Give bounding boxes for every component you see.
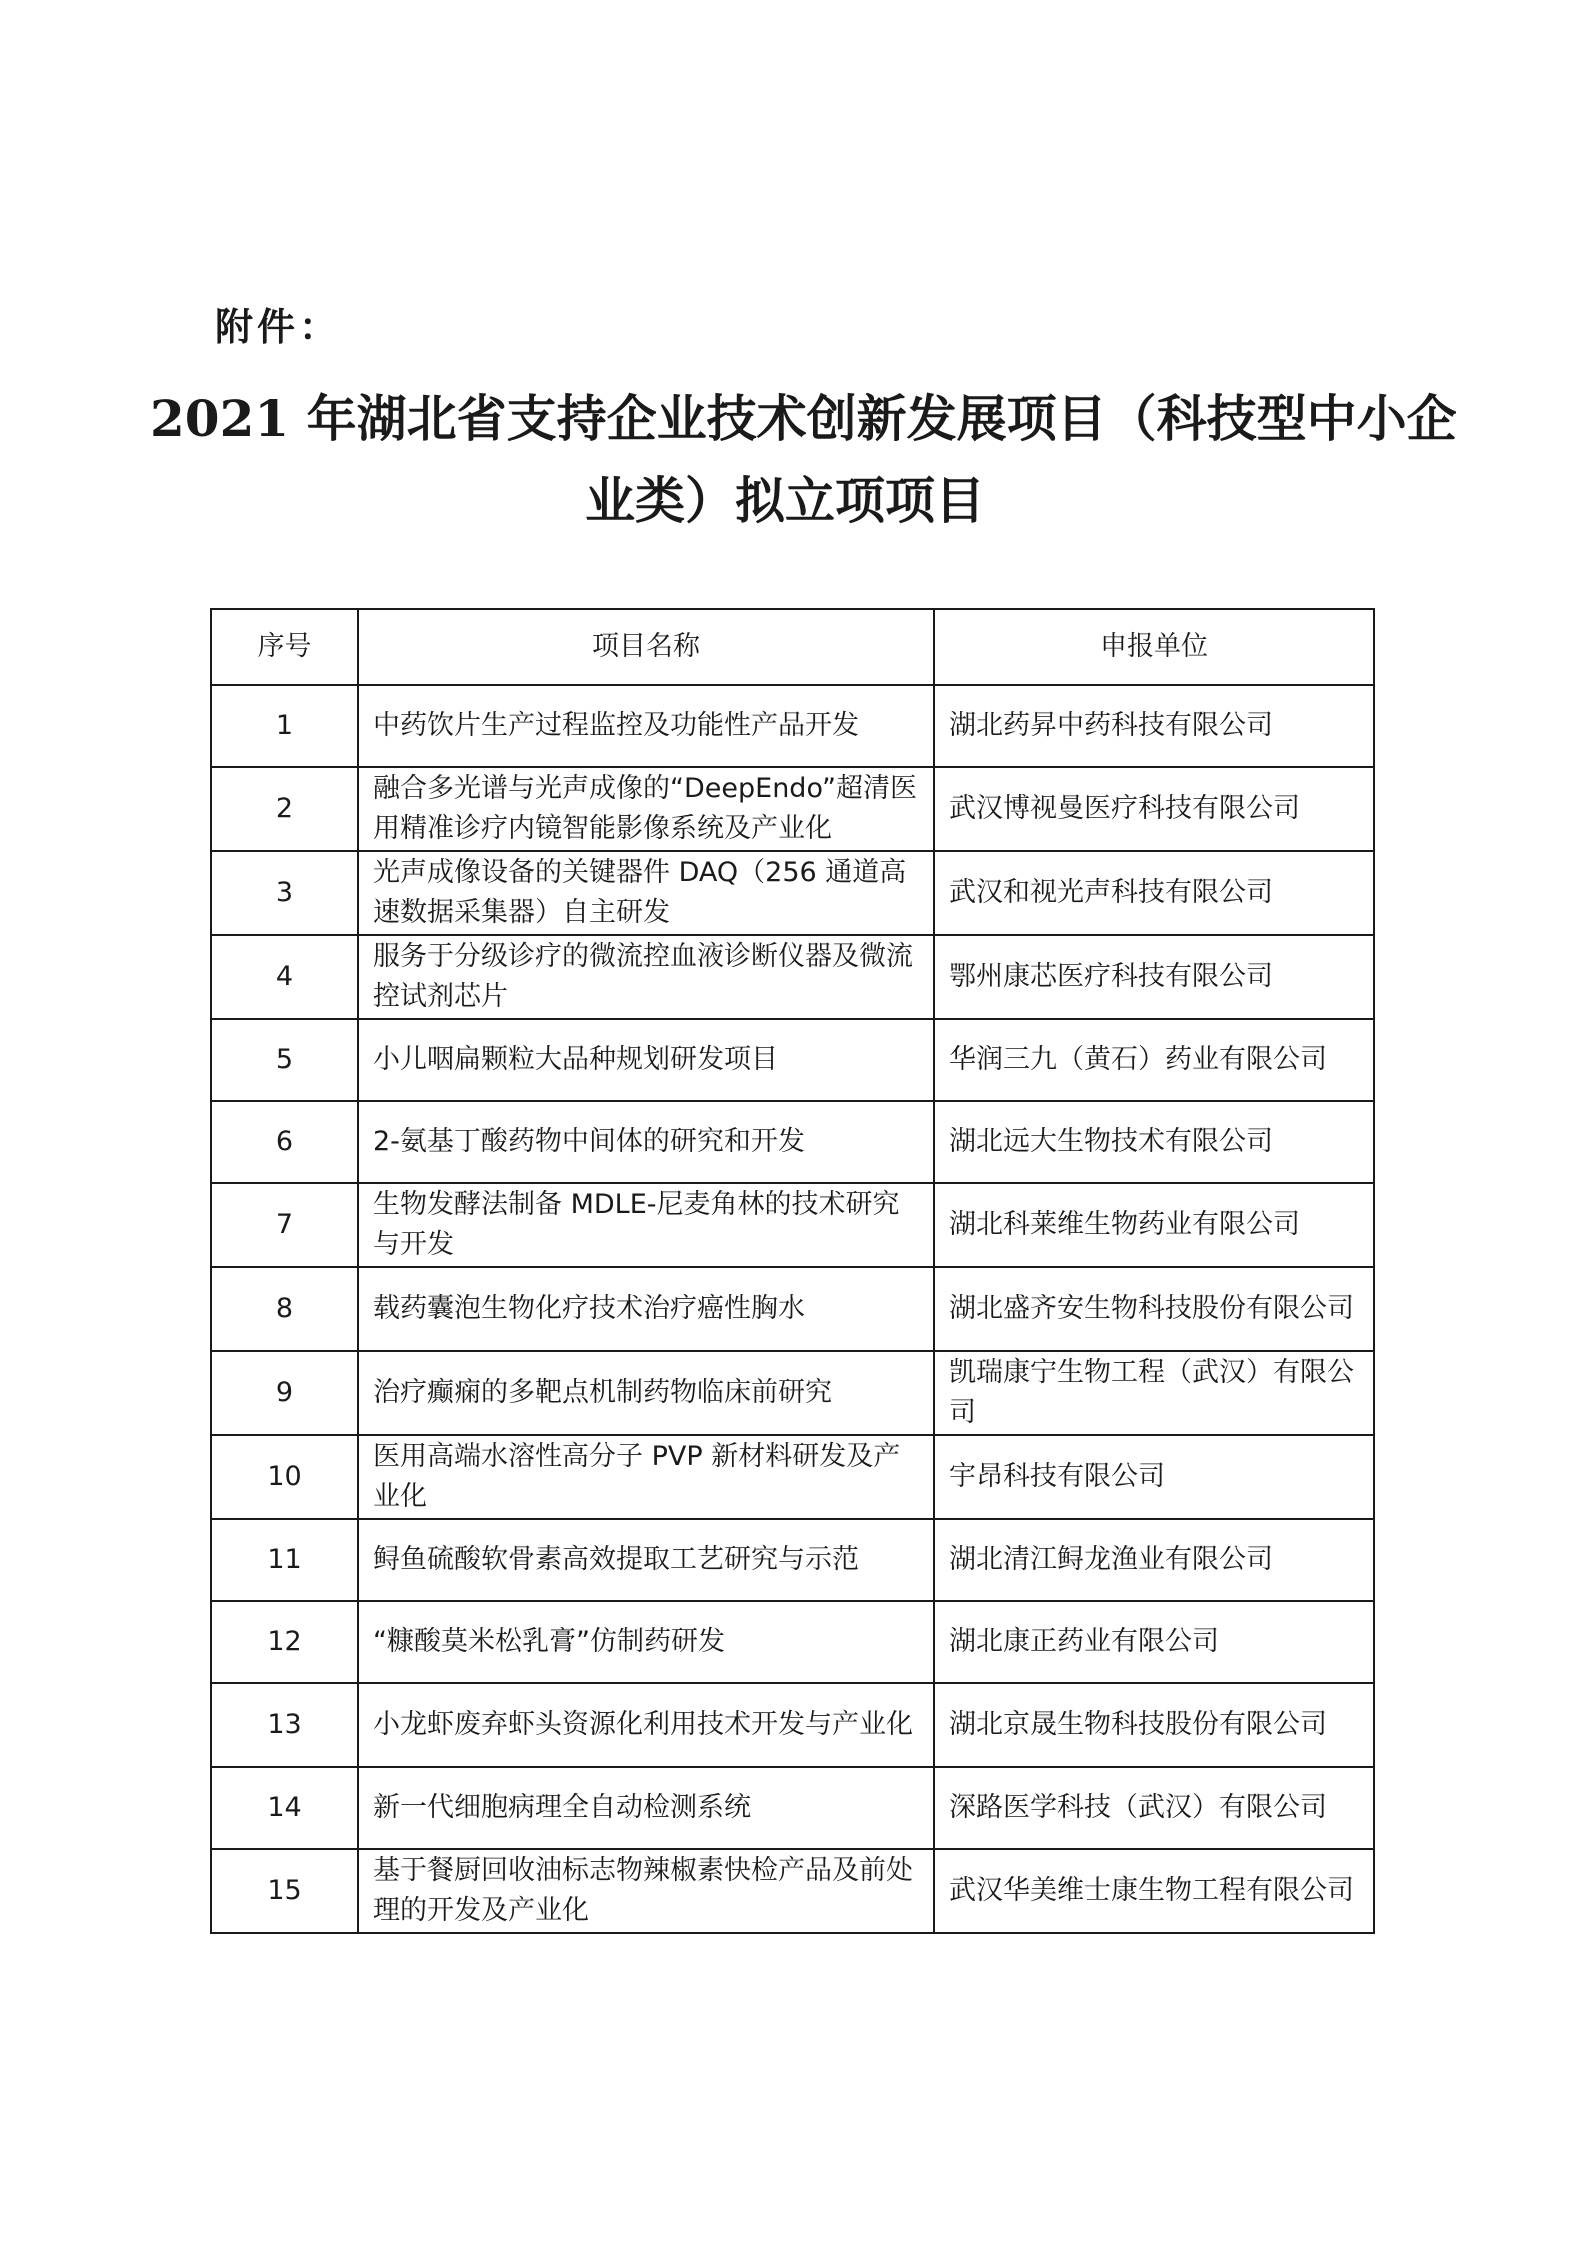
document-title [150, 378, 1457, 542]
table-row [211, 1767, 1374, 1849]
project-table [210, 608, 1375, 1934]
document-title-line-2: 业类）拟立项项目 [585, 471, 985, 530]
cell-applicant-unit: 深路医学科技（武汉）有限公司 [934, 1767, 1374, 1849]
table-row [211, 1519, 1374, 1601]
cell-serial-number: 6 [211, 1101, 358, 1183]
cell-applicant-unit: 宇昂科技有限公司 [934, 1435, 1374, 1519]
table-row [211, 1849, 1374, 1933]
header-applicant-unit: 申报单位 [934, 609, 1374, 685]
cell-serial-number: 1 [211, 685, 358, 767]
cell-project-name: “糠酸莫米松乳膏”仿制药研发 [358, 1601, 934, 1683]
cell-serial-number: 2 [211, 767, 358, 851]
table-row [211, 1183, 1374, 1267]
cell-serial-number: 5 [211, 1019, 358, 1101]
cell-applicant-unit: 凯瑞康宁生物工程（武汉）有限公司 [934, 1351, 1374, 1435]
table-row [211, 685, 1374, 767]
cell-project-name: 鲟鱼硫酸软骨素高效提取工艺研究与示范 [358, 1519, 934, 1601]
cell-serial-number: 14 [211, 1767, 358, 1849]
table-row [211, 851, 1374, 935]
table-row [211, 1351, 1374, 1435]
cell-project-name: 融合多光谱与光声成像的“DeepEndo”超清医用精准诊疗内镜智能影像系统及产业化 [358, 767, 934, 851]
cell-project-name: 服务于分级诊疗的微流控血液诊断仪器及微流控试剂芯片 [358, 935, 934, 1019]
cell-applicant-unit: 湖北康正药业有限公司 [934, 1601, 1374, 1683]
cell-project-name: 新一代细胞病理全自动检测系统 [358, 1767, 934, 1849]
cell-serial-number: 12 [211, 1601, 358, 1683]
cell-applicant-unit: 湖北药昇中药科技有限公司 [934, 685, 1374, 767]
table-row [211, 935, 1374, 1019]
table-row [211, 1267, 1374, 1351]
header-project-name: 项目名称 [358, 609, 934, 685]
cell-serial-number: 3 [211, 851, 358, 935]
cell-project-name: 基于餐厨回收油标志物辣椒素快检产品及前处理的开发及产业化 [358, 1849, 934, 1933]
cell-project-name: 中药饮片生产过程监控及功能性产品开发 [358, 685, 934, 767]
cell-applicant-unit: 武汉和视光声科技有限公司 [934, 851, 1374, 935]
cell-serial-number: 10 [211, 1435, 358, 1519]
cell-project-name: 载药囊泡生物化疗技术治疗癌性胸水 [358, 1267, 934, 1351]
table-row [211, 1435, 1374, 1519]
cell-project-name: 治疗癫痫的多靶点机制药物临床前研究 [358, 1351, 934, 1435]
cell-applicant-unit: 湖北科莱维生物药业有限公司 [934, 1183, 1374, 1267]
cell-serial-number: 15 [211, 1849, 358, 1933]
cell-project-name: 生物发酵法制备 MDLE-尼麦角林的技术研究与开发 [358, 1183, 934, 1267]
cell-applicant-unit: 华润三九（黄石）药业有限公司 [934, 1019, 1374, 1101]
cell-applicant-unit: 湖北远大生物技术有限公司 [934, 1101, 1374, 1183]
cell-serial-number: 4 [211, 935, 358, 1019]
table-row [211, 1601, 1374, 1683]
cell-serial-number: 11 [211, 1519, 358, 1601]
cell-project-name: 小龙虾废弃虾头资源化利用技术开发与产业化 [358, 1683, 934, 1767]
document-title-line-1: 2021 年湖北省支持企业技术创新发展项目（科技型中小企 [150, 389, 1457, 448]
cell-project-name: 小儿咽扁颗粒大品种规划研发项目 [358, 1019, 934, 1101]
cell-applicant-unit: 湖北清江鲟龙渔业有限公司 [934, 1519, 1374, 1601]
cell-applicant-unit: 湖北盛齐安生物科技股份有限公司 [934, 1267, 1374, 1351]
cell-serial-number: 7 [211, 1183, 358, 1267]
cell-serial-number: 8 [211, 1267, 358, 1351]
cell-serial-number: 9 [211, 1351, 358, 1435]
cell-project-name: 2-氨基丁酸药物中间体的研究和开发 [358, 1101, 934, 1183]
header-serial-number: 序号 [211, 609, 358, 685]
table-header-row [211, 609, 1374, 685]
cell-applicant-unit: 湖北京晟生物科技股份有限公司 [934, 1683, 1374, 1767]
cell-serial-number: 13 [211, 1683, 358, 1767]
cell-applicant-unit: 鄂州康芯医疗科技有限公司 [934, 935, 1374, 1019]
table-row [211, 767, 1374, 851]
table-row [211, 1101, 1374, 1183]
attachment-label: 附件： [215, 305, 342, 349]
cell-project-name: 光声成像设备的关键器件 DAQ（256 通道高速数据采集器）自主研发 [358, 851, 934, 935]
cell-applicant-unit: 武汉博视曼医疗科技有限公司 [934, 767, 1374, 851]
table-row [211, 1683, 1374, 1767]
cell-project-name: 医用高端水溶性高分子 PVP 新材料研发及产业化 [358, 1435, 934, 1519]
table-row [211, 1019, 1374, 1101]
cell-applicant-unit: 武汉华美维士康生物工程有限公司 [934, 1849, 1374, 1933]
